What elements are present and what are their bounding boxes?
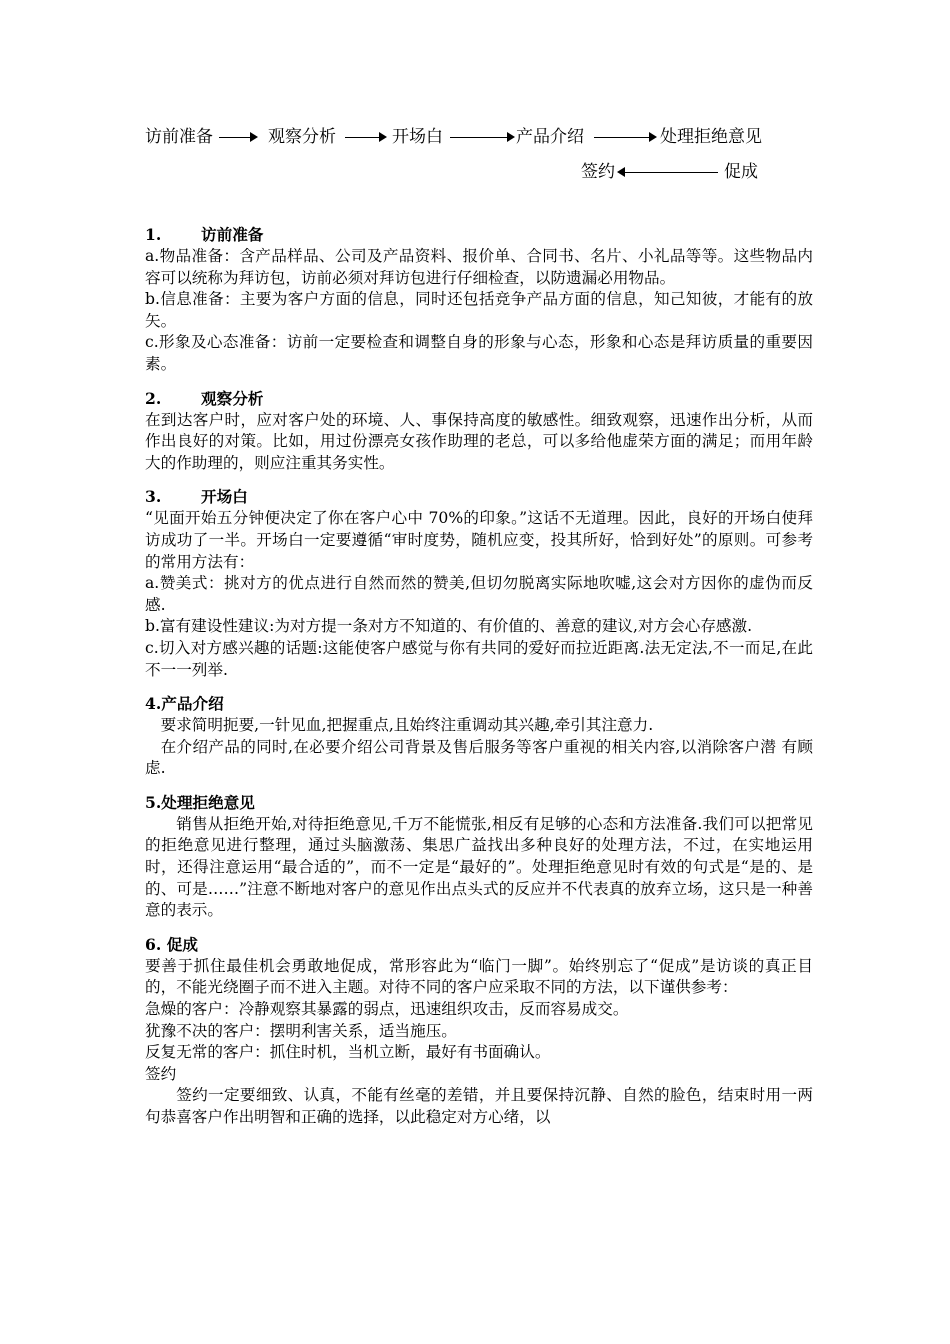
paragraph: b.富有建设性建议:为对方提一条对方不知道的、有价值的、善意的建议,对方会心存感激. [145,617,753,636]
arrow-line [624,172,718,173]
section-title: 产品介绍 [161,694,224,714]
flow-step-sign: 签约 [581,162,615,182]
subheading-sign: 签约 [145,1064,177,1083]
paragraph: 急燥的客户：冷静观察其暴露的弱点，迅速组织攻击，反而容易成交。 [145,1000,629,1019]
flow-step-product: 产品介绍 [516,127,584,147]
body-content [145,224,813,1129]
arrow-line [450,137,508,138]
paragraph: c.切入对方感兴趣的话题:这能使客户感觉与你有共同的爱好而拉近距离.法无定法,不一而足,在此不一一列举. [145,638,813,679]
paragraph: a.赞美式：挑对方的优点进行自然而然的赞美,但切勿脱离实际地吹嘘,这会对方因你的虚伪而反感. [145,574,813,614]
section-number: 2. [145,388,162,408]
section-heading [145,934,813,956]
section-title: 访前准备 [201,225,264,244]
arrow-head-right [379,132,387,142]
section-title: 促成 [166,934,198,954]
arrow-line [219,137,253,138]
paragraph: 要善于抓住最佳机会勇敢地促成，常形容此为“临门一脚”。始终别忘了“促成”是访谈的真正目的，不能光绕圈子而不进入主题。对待不同的客户应采取不同的方法，以下谨供参考： [145,956,813,997]
paragraph: 反复无常的客户：抓住时机，当机立断，最好有书面确认。 [145,1043,551,1062]
paragraph: 在到达客户时，应对客户处的环境、人、事保持高度的敏感性。细致观察，迅速作出分析，从而作出良好的对策。比如，用过份漂亮女孩作助理的老总，可以多给他虚荣方面的满足；而用年龄大的作助理的，则应注重其务实性。 [145,410,813,472]
section-title: 观察分析 [201,388,264,408]
section-heading [145,224,813,246]
section-number: 4. [145,694,162,714]
section-number: 5. [145,792,162,812]
section-heading [145,388,813,410]
paragraph: b.信息准备：主要为客户方面的信息，同时还包括竞争产品方面的信息，知己知彼，才能有的放矢。 [145,290,813,330]
arrow-line [594,137,650,138]
flow-step-prepare: 访前准备 [145,127,213,147]
paragraph: c.形象及心态准备：访前一定要检查和调整自身的形象与心态，形象和心态是拜访质量的重要因素。 [145,333,813,373]
paragraph: 销售从拒绝开始,对待拒绝意见,千万不能慌张,相反有足够的心态和方法准备.我们可以把常见的拒绝意见进行整理，通过头脑激荡、集思广益找出多种良好的处理方法，不过，在实地运用时，还得注意运用“最合适的”，而不一定是“最好的”。处理拒绝意见时有效的句式是“是的、是的、可是……”注意不断地对客户的意见作出点头式的反应并不代表真的放弃立场，这只是一种善意的表示。 [145,814,813,920]
section-heading [145,792,813,814]
flow-step-observe: 观察分析 [268,127,336,147]
section-heading [145,486,813,508]
section-title: 处理拒绝意见 [161,792,255,812]
arrow-head-right [649,132,657,142]
arrow-head-right [250,132,258,142]
paragraph: 犹豫不决的客户：摆明利害关系，适当施压。 [145,1021,457,1040]
flow-step-objection: 处理拒绝意见 [660,127,762,147]
paragraph: a.物品准备：含产品样品、公司及产品资料、报价单、合同书、名片、小礼品等等。这些物品内容可以统称为拜访包，访前必须对拜访包进行仔细检查，以防遗漏必用物品。 [145,247,813,287]
paragraph: 签约一定要细致、认真，不能有丝毫的差错，并且要保持沉静、自然的脸色，结束时用一两句恭喜客户作出明智和正确的选择，以此稳定对方心绪，以 [145,1086,813,1126]
section-number: 6. [145,934,162,954]
flow-step-close: 促成 [724,162,758,182]
arrow-line [345,137,381,138]
paragraph: 要求简明扼要,一针见血,把握重点,且始终注重调动其兴趣,牵引其注意力. [160,716,654,735]
flow-step-opening: 开场白 [392,127,443,147]
arrow-head-right [507,132,515,142]
paragraph: 在介绍产品的同时,在必要介绍公司背景及售后服务等客户重视的相关内容,以消除客户潜 有顾虑. [145,737,813,778]
section-title: 开场白 [201,487,248,507]
paragraph: “见面开始五分钟便决定了你在客户心中 70%的印象。”这话不无道理。因此，良好的开场白使拜访成功了一半。开场白一定要遵循“审时度势，随机应变，投其所好，恰到好处”的原则。可参考的常用方法有： [145,509,813,571]
section-number: 3. [145,487,162,507]
section-number: 1. [145,225,162,244]
section-heading [145,693,813,715]
